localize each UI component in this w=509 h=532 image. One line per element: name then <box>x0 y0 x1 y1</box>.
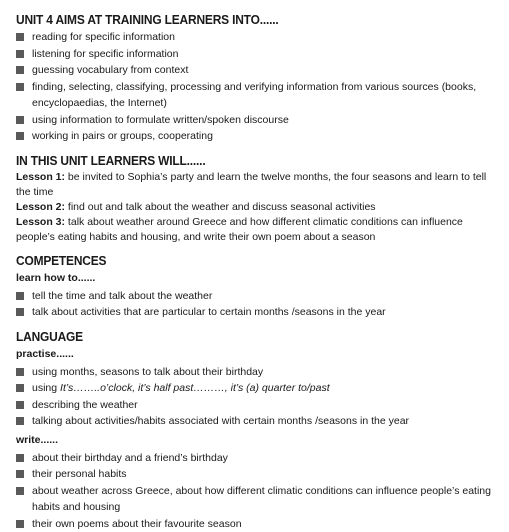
language-heading: LANGUAGE <box>16 329 455 344</box>
list-item: talk about activities that are particular to certain months /seasons in the year <box>16 304 493 321</box>
list-item: finding, selecting, classifying, processing and verifying information from various sources (books, encyclopaedias, the Internet) <box>16 79 493 112</box>
list-item: tell the time and talk about the weather <box>16 288 493 305</box>
competences-subtitle: learn how to...... <box>16 271 493 286</box>
write-subtitle: write...... <box>16 433 493 448</box>
list-item: guessing vocabulary from context <box>16 62 493 79</box>
square-bullet-icon <box>16 33 24 41</box>
aims-list <box>16 29 493 145</box>
list-item: their own poems about their favourite season <box>16 516 493 532</box>
square-bullet-icon <box>16 520 24 528</box>
lessons-heading: IN THIS UNIT LEARNERS WILL...... <box>16 153 455 168</box>
aims-heading: UNIT 4 AIMS AT TRAINING LEARNERS INTO...... <box>16 12 455 27</box>
list-item: reading for specific information <box>16 29 493 46</box>
competences-heading: COMPETENCES <box>16 253 455 268</box>
square-bullet-icon <box>16 470 24 478</box>
square-bullet-icon <box>16 116 24 124</box>
square-bullet-icon <box>16 454 24 462</box>
list-item: using months, seasons to talk about their birthday <box>16 364 493 381</box>
square-bullet-icon <box>16 401 24 409</box>
practise-list <box>16 364 493 430</box>
list-item: talking about activities/habits associated with certain months /seasons in the year <box>16 413 493 430</box>
list-item: using information to formulate written/spoken discourse <box>16 112 493 129</box>
list-item: listening for specific information <box>16 46 493 63</box>
square-bullet-icon <box>16 308 24 316</box>
square-bullet-icon <box>16 368 24 376</box>
list-item: about their birthday and a friend’s birthday <box>16 450 493 467</box>
practise-subtitle: practise...... <box>16 347 493 362</box>
square-bullet-icon <box>16 132 24 140</box>
list-item: using It’s……..o’clock, it’s half past………, it’s (a) quarter to/past <box>16 380 493 397</box>
write-list <box>16 450 493 532</box>
competences-list <box>16 288 493 321</box>
square-bullet-icon <box>16 50 24 58</box>
square-bullet-icon <box>16 384 24 392</box>
square-bullet-icon <box>16 417 24 425</box>
square-bullet-icon <box>16 487 24 495</box>
square-bullet-icon <box>16 292 24 300</box>
lesson-1: Lesson 1: be invited to Sophia’s party and learn the twelve months, the four seasons and learn to tell the time <box>16 170 493 200</box>
lesson-2: Lesson 2: find out and talk about the weather and discuss seasonal activities <box>16 200 493 215</box>
square-bullet-icon <box>16 66 24 74</box>
list-item: working in pairs or groups, cooperating <box>16 128 493 145</box>
square-bullet-icon <box>16 83 24 91</box>
list-item: describing the weather <box>16 397 493 414</box>
list-item: their personal habits <box>16 466 493 483</box>
lesson-3: Lesson 3: talk about weather around Greece and how different climatic conditions can influence people’s eating habits and housing, and write their own poem about a season <box>16 215 493 245</box>
list-item: about weather across Greece, about how different climatic conditions can influence people’s eating habits and housing <box>16 483 493 516</box>
